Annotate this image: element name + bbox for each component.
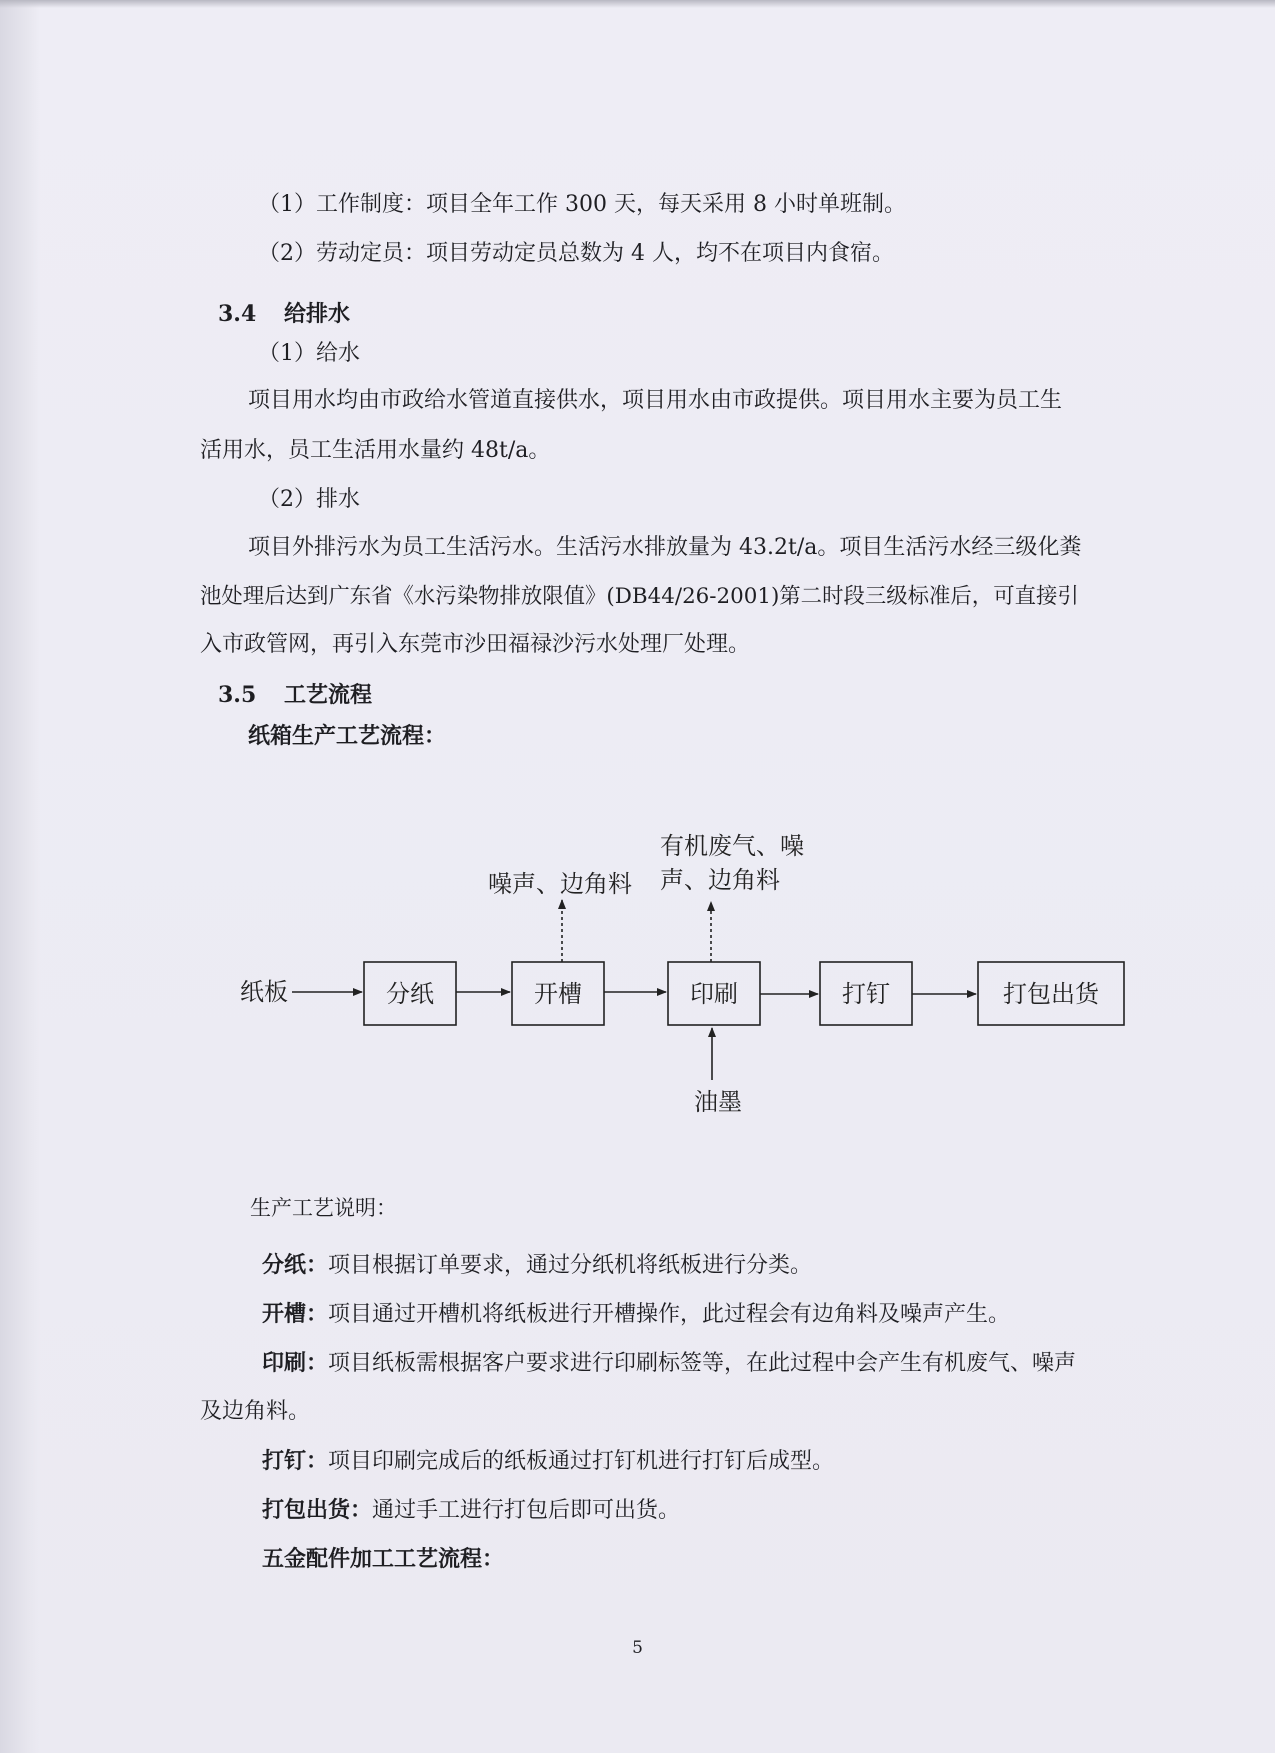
section-title: 给排水 [284, 301, 351, 327]
step-term: 印刷： [262, 1350, 329, 1376]
carton-process-flowchart [200, 820, 1160, 1140]
process-description-title: 生产工艺说明： [250, 1196, 397, 1220]
water-supply-line-2: 活用水，员工生活用水量约 48t/a。 [200, 438, 551, 463]
step-description-staple [262, 1446, 834, 1477]
hardware-flow-title: 五金配件加工工艺流程： [262, 1546, 505, 1572]
step-label-pack: 打包出货 [1003, 980, 1099, 1008]
print-emission-label-line-1: 有机废气、噪 [660, 832, 804, 860]
drainage-line-1: 项目外排污水为员工生活污水。生活污水排放量为 43.2t/a。项目生活污水经三级化粪 [248, 535, 1082, 560]
step-description-slot [262, 1299, 1010, 1330]
page-number: 5 [632, 1638, 643, 1658]
step-label-staple: 打钉 [842, 980, 890, 1008]
water-supply-label: （1）给水 [258, 341, 360, 366]
slot-emission-label: 噪声、边角料 [488, 870, 632, 898]
step-description-sort [262, 1250, 812, 1281]
section-heading-3-4 [218, 299, 350, 329]
scan-edge-left [0, 0, 40, 1753]
step-label-print: 印刷 [690, 980, 738, 1008]
step-description-print-continued: 及边角料。 [200, 1399, 311, 1424]
section-number: 3.4 [218, 301, 257, 327]
step-description-print [262, 1348, 1076, 1379]
carton-flow-title: 纸箱生产工艺流程： [248, 723, 447, 749]
section-title: 工艺流程 [284, 682, 373, 708]
step-label-slot: 开槽 [534, 980, 582, 1008]
step-text: 通过手工进行打包后即可出货。 [372, 1498, 681, 1523]
print-emission-label-line-2: 声、边角料 [660, 866, 780, 894]
work-system-paragraph: （1）工作制度：项目全年工作 300 天，每天采用 8 小时单班制。 [258, 192, 906, 217]
ink-input-label: 油墨 [694, 1088, 742, 1116]
step-term: 分纸： [262, 1252, 329, 1278]
drainage-line-2: 池处理后达到广东省《水污染物排放限值》(DB44/26-2001)第二时段三级标准后，可直接引 [200, 584, 1079, 609]
step-term: 打钉： [262, 1448, 329, 1474]
scan-edge-top [0, 0, 1275, 8]
input-cardboard-label: 纸板 [240, 978, 288, 1006]
staffing-paragraph: （2）劳动定员：项目劳动定员总数为 4 人，均不在项目内食宿。 [258, 241, 894, 266]
step-term: 打包出货： [262, 1497, 373, 1523]
step-text: 项目通过开槽机将纸板进行开槽操作，此过程会有边角料及噪声产生。 [328, 1302, 1011, 1327]
step-term: 开槽： [262, 1301, 329, 1327]
drainage-line-3: 入市政管网，再引入东莞市沙田福禄沙污水处理厂处理。 [200, 632, 751, 657]
step-description-pack [262, 1495, 680, 1526]
section-number: 3.5 [218, 682, 257, 708]
step-text: 项目印刷完成后的纸板通过打钉机进行打钉后成型。 [328, 1449, 835, 1474]
section-heading-3-5 [218, 680, 372, 710]
step-text: 项目根据订单要求，通过分纸机将纸板进行分类。 [328, 1253, 813, 1278]
drainage-label: （2）排水 [258, 487, 360, 512]
water-supply-line-1: 项目用水均由市政给水管道直接供水，项目用水由市政提供。项目用水主要为员工生 [248, 388, 1063, 413]
step-label-sort: 分纸 [386, 980, 434, 1008]
step-text: 项目纸板需根据客户要求进行印刷标签等，在此过程中会产生有机废气、噪声 [328, 1351, 1077, 1376]
